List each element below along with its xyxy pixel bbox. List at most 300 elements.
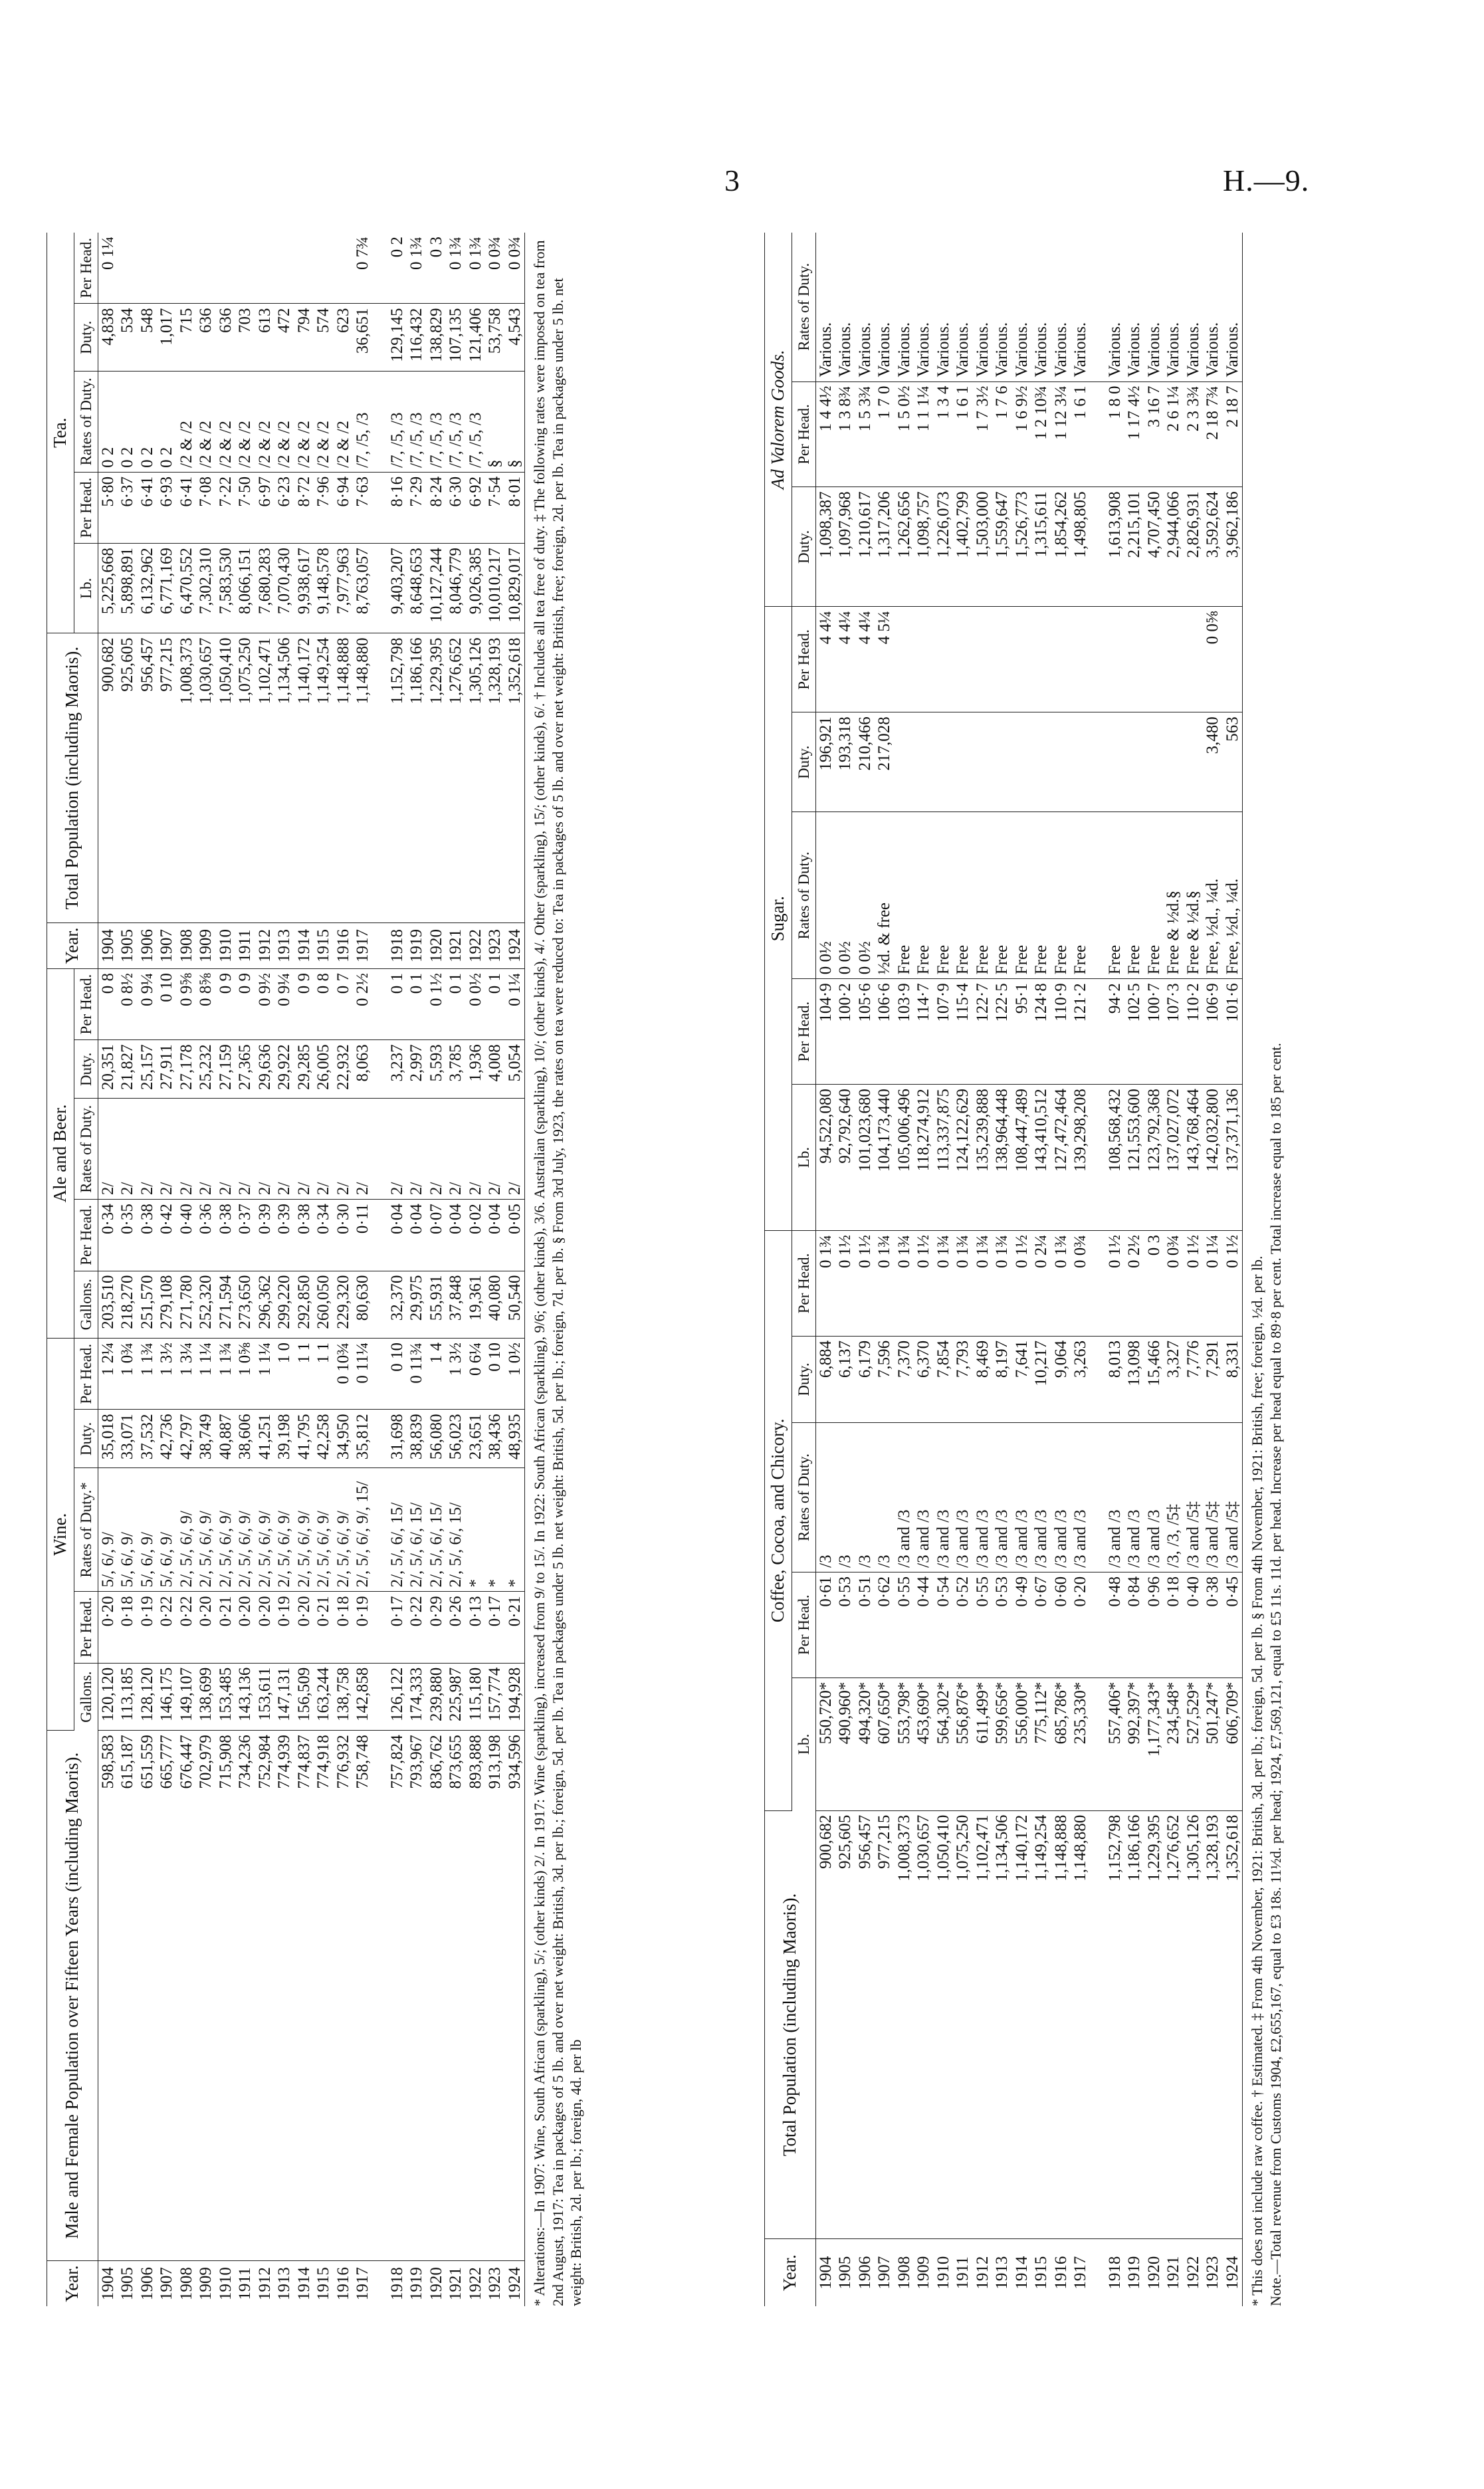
table-cell: 0·20 <box>255 1592 275 1663</box>
spacer-cell <box>1091 1810 1105 2239</box>
table-cell <box>235 233 255 304</box>
table-cell: 2/ <box>118 1099 138 1200</box>
table-cell: Free <box>895 812 914 979</box>
table-cell: 0·04 <box>446 1200 466 1271</box>
table-cell: 1,402,799 <box>953 487 973 607</box>
table-cell: 1,097,968 <box>835 487 855 607</box>
table-cell: 8·24 <box>427 472 447 543</box>
table-cell: 0·84 <box>1124 1572 1144 1677</box>
table-cell: 143,136 <box>235 1663 255 1731</box>
table-cell: 0·54 <box>934 1572 954 1677</box>
hdr-wine-perhead: Per Head. <box>74 1592 98 1663</box>
table-cell: 6,137 <box>835 1336 855 1422</box>
table-cell: 1,305,126 <box>466 633 486 923</box>
table-cell: 0 7 <box>334 968 354 1039</box>
table-cell: 2/, 5/, 6/, 9/ <box>294 1468 314 1592</box>
table-cell: 2 18 7¾ <box>1203 381 1223 487</box>
table-cell: 1922 <box>1184 2256 1202 2290</box>
table-cell: 8,331 <box>1223 1336 1243 1422</box>
table-cell: 29,285 <box>294 1040 314 1099</box>
table-cell: /3 and /5‡ <box>1223 1423 1243 1572</box>
table-cell: 0 0¾ <box>505 233 525 304</box>
table-cell: 925,605 <box>118 633 138 923</box>
table-cell: 37,848 <box>446 1271 466 1339</box>
table-cell: 27,159 <box>216 1040 236 1099</box>
table-cell: 41,251 <box>255 1410 275 1468</box>
spacer-cell <box>373 1663 387 1731</box>
table-cell: 2 3 3¾ <box>1184 381 1204 487</box>
table-cell: 774,918 <box>314 1731 334 2261</box>
table-cell: /7, /5, /3 <box>466 371 486 472</box>
table-cell: 6·93 <box>157 472 177 543</box>
table-row <box>815 233 835 2306</box>
table-cell: 0 0¾ <box>485 233 505 304</box>
table-cell: 0·21 <box>216 1592 236 1663</box>
table-cell: 0·20 <box>235 1592 255 1663</box>
table-cell: 19,361 <box>466 1271 486 1339</box>
table-cell: 174,333 <box>407 1663 427 1731</box>
table-cell: 1915 <box>314 923 334 969</box>
hdr-year: Year. <box>47 2261 98 2306</box>
table-cell: 0 0¾ <box>1071 1231 1091 1337</box>
table-cell: 0·49 <box>1012 1572 1032 1677</box>
table-cell <box>1164 607 1184 712</box>
table-cell: 0 2 <box>98 371 118 472</box>
table-cell: 651,559 <box>138 1731 158 2261</box>
table-cell: /3 and /3 <box>914 1423 934 1572</box>
table-cell: 4,707,450 <box>1144 487 1164 607</box>
table-cell: 715,908 <box>216 1731 236 2261</box>
table-row <box>353 233 373 2306</box>
table-cell: 715 <box>177 304 197 372</box>
table-cell: 2,944,066 <box>1164 487 1184 607</box>
hdr-wine-gallons: Gallons. <box>74 1663 98 1731</box>
table-cell: 0·19 <box>138 1592 158 1663</box>
spacer-cell <box>1091 1085 1105 1231</box>
table-cell: 1,229,395 <box>1144 1810 1164 2239</box>
table-cell: Free & ½d.§ <box>1184 812 1204 979</box>
table-cell: 6,771,169 <box>157 544 177 633</box>
table-cell <box>1012 712 1032 812</box>
table-row <box>1105 233 1125 2306</box>
table-cell: 0·61 <box>815 1572 835 1677</box>
table-row <box>1203 233 1223 2306</box>
table-cell: 8,046,779 <box>446 544 466 633</box>
table-cell: 6,179 <box>855 1336 875 1422</box>
table-cell: 15,466 <box>1144 1336 1164 1422</box>
table-cell: 1908 <box>177 2267 195 2301</box>
table-cell: 2/, 5/, 6/, 9/ <box>216 1468 236 1592</box>
table-cell: 106·9 <box>1203 979 1223 1085</box>
table-cell: 0·13 <box>466 1592 486 1663</box>
hdr2-sugar-lb: Lb. <box>792 1085 815 1231</box>
spacer-cell <box>1091 812 1105 979</box>
table-cell: 29,636 <box>255 1040 275 1099</box>
table-cell: 229,320 <box>334 1271 354 1339</box>
hdr2-sugar-duty: Duty. <box>792 712 815 812</box>
table-cell: /3 and /3 <box>895 1423 914 1572</box>
table-cell: 1 3¼ <box>177 1339 197 1410</box>
table-cell: 1907 <box>875 2256 894 2290</box>
table-cell: 94,522,080 <box>815 1085 835 1231</box>
table-cell: 0·96 <box>1144 1572 1164 1677</box>
table-cell: 20,351 <box>98 1040 118 1099</box>
table-cell: 107,135 <box>446 304 466 372</box>
table-cell: 1905 <box>118 923 138 969</box>
table-cell: Free <box>1105 812 1125 979</box>
table-row <box>1124 233 1144 2306</box>
table-cell: 1 6 1 <box>953 381 973 487</box>
table-cell: 27,911 <box>157 1040 177 1099</box>
table-cell: 0 1¾ <box>815 1231 835 1337</box>
table-cell: 6·92 <box>466 472 486 543</box>
table-cell: 1913 <box>275 2267 294 2301</box>
hdr-ale-perhead2: Per Head. <box>74 968 98 1039</box>
hdr2-sugar-rates: Rates of Duty. <box>792 812 815 979</box>
spacer-cell <box>373 1339 387 1410</box>
table-cell: 1,008,373 <box>895 1810 914 2239</box>
table-cell: 105·6 <box>855 979 875 1085</box>
table-cell: 1912 <box>255 923 275 969</box>
table-cell: 793,967 <box>407 1731 427 2261</box>
table-cell: 598,583 <box>98 1731 118 2261</box>
table-cell <box>1223 607 1243 712</box>
table-cell: 1914 <box>294 923 314 969</box>
hdr2-coffee-perhead: Per Head. <box>792 1572 815 1677</box>
table-cell: 0·18 <box>118 1592 138 1663</box>
table-cell: 1 17 4½ <box>1124 381 1144 487</box>
table-cell: 33,071 <box>118 1410 138 1468</box>
table-cell <box>973 712 993 812</box>
table-cell: 103·9 <box>895 979 914 1085</box>
table-cell: 9,148,578 <box>314 544 334 633</box>
table-cell: 0·52 <box>953 1572 973 1677</box>
table-cell: 1 1 <box>294 1339 314 1410</box>
table-cell: 1 8 0 <box>1105 381 1125 487</box>
hdr-tea-lb: Lb. <box>74 544 98 633</box>
table-cell: 1 1¾ <box>138 1339 158 1410</box>
table-cell: 3,237 <box>387 1040 407 1099</box>
table-cell <box>157 233 177 304</box>
table-cell: 1 2 10¾ <box>1031 381 1051 487</box>
table-cell <box>992 607 1012 712</box>
table-cell: 138,829 <box>427 304 447 372</box>
table-cell: 0·02 <box>466 1200 486 1271</box>
table-cell: 1923 <box>1204 2256 1222 2290</box>
table-cell: 1917 <box>353 923 373 969</box>
table-cell: 21,827 <box>118 1040 138 1099</box>
table-cell: /7, /5, /3 <box>446 371 466 472</box>
table-cell: 2/ <box>157 1099 177 1200</box>
table-cell: 5,593 <box>427 1040 447 1099</box>
table-cell: 101·6 <box>1223 979 1243 1085</box>
table-cell: /7, /5, /3 <box>407 371 427 472</box>
table-cell: 1,328,193 <box>1203 1810 1223 2239</box>
table-cell: 1909 <box>197 2267 215 2301</box>
table-cell: 4 5¼ <box>875 607 895 712</box>
table-cell: Various. <box>1184 233 1204 381</box>
table-cell: 9,938,617 <box>294 544 314 633</box>
table-cell: 40,887 <box>216 1410 236 1468</box>
table-cell: 1918 <box>387 2267 406 2301</box>
table-cell: 1,229,395 <box>427 633 447 923</box>
hdr-tea: Tea. <box>47 233 74 633</box>
hdr-wine: Wine. <box>47 1339 74 1731</box>
table-cell: 138,699 <box>196 1663 216 1731</box>
table-cell: 7,291 <box>1203 1336 1223 1422</box>
table-cell: /3 and /3 <box>1124 1423 1144 1572</box>
table-cell: 7,793 <box>953 1336 973 1422</box>
table-cell: Various. <box>1012 233 1032 381</box>
table-cell: 0 1¾ <box>934 1231 954 1337</box>
table-cell: 0 0½ <box>815 812 835 979</box>
table-cell: 7,596 <box>875 1336 895 1422</box>
table-cell: 128,120 <box>138 1663 158 1731</box>
table-cell: 8·01 <box>505 472 525 543</box>
table-cell: 1913 <box>274 923 294 969</box>
table-cell: 1912 <box>973 2256 992 2290</box>
table-cell: 0·30 <box>334 1200 354 1271</box>
spacer-cell <box>1091 1231 1105 1337</box>
hdr-total-pop: Total Population (including Maoris). <box>47 633 98 923</box>
table-cell: 0 9½ <box>255 968 275 1039</box>
table-cell: Various. <box>992 233 1012 381</box>
table-cell: 1,017 <box>157 304 177 372</box>
table-cell: 607,650* <box>875 1677 895 1810</box>
table-cell: § <box>505 371 525 472</box>
table-cell: 1 0 <box>274 1339 294 1410</box>
table-cell: 0·19 <box>353 1592 373 1663</box>
table-cell <box>953 607 973 712</box>
table-cell: 100·2 <box>835 979 855 1085</box>
table-cell: 1 3½ <box>157 1339 177 1410</box>
table-cell <box>992 712 1012 812</box>
table-cell: 0 6¼ <box>466 1339 486 1410</box>
table-cell: 252,320 <box>196 1271 216 1339</box>
table-cell: 7·50 <box>235 472 255 543</box>
hdr2-coffee-rates: Rates of Duty. <box>792 1423 815 1572</box>
table-cell <box>973 607 993 712</box>
table-cell: 615,187 <box>118 1731 138 2261</box>
table-cell: 1921 <box>1164 2256 1183 2290</box>
table-cell: 775,112* <box>1031 1677 1051 1810</box>
table-row <box>875 233 895 2306</box>
hdr-ale-gallons: Gallons. <box>74 1271 98 1339</box>
table-cell: 1,140,172 <box>1012 1810 1032 2239</box>
table-cell: /2 & /2 <box>334 371 354 472</box>
table-cell: 0·35 <box>118 1200 138 1271</box>
table-cell <box>953 712 973 812</box>
table-cell: Free <box>914 812 934 979</box>
table-cell: 273,650 <box>235 1271 255 1339</box>
table-cell: 2/, 5/, 6/, 15/ <box>387 1468 407 1592</box>
hdr-ale: Ale and Beer. <box>47 968 74 1338</box>
table-cell: Free <box>1144 812 1164 979</box>
table-cell <box>1071 712 1091 812</box>
table-row <box>387 233 407 2306</box>
table-cell: 0·55 <box>973 1572 993 1677</box>
table-cell: 124,122,629 <box>953 1085 973 1231</box>
table-cell: Various. <box>855 233 875 381</box>
table-cell: 0 1½ <box>1105 1231 1125 1337</box>
table-cell: 0·04 <box>485 1200 505 1271</box>
table-cell: 10,010,217 <box>485 544 505 633</box>
table-cell: 1 12 3¼ <box>1051 381 1071 487</box>
table-row <box>177 233 197 2306</box>
table-cell: 1,134,506 <box>992 1810 1012 2239</box>
table-cell: 4,543 <box>505 304 525 372</box>
table-cell: 1919 <box>1125 2256 1144 2290</box>
table-cell: 1,186,166 <box>407 633 427 923</box>
table-cell: 0·20 <box>294 1592 314 1663</box>
table-cell: /3 and /3 <box>973 1423 993 1572</box>
table-cell: 0·22 <box>177 1592 197 1663</box>
table-cell: 1,305,126 <box>1184 1810 1204 2239</box>
table-cell: 2/, 5/, 6/, 9/ <box>314 1468 334 1592</box>
table-cell: 102·5 <box>1124 979 1144 1085</box>
table-cell: Free <box>934 812 954 979</box>
table-cell: 1906 <box>138 2267 156 2301</box>
table-cell <box>1031 607 1051 712</box>
table-cell: 143,768,464 <box>1184 1085 1204 1231</box>
table-cell <box>1105 712 1125 812</box>
table-cell: 556,000* <box>1012 1677 1032 1810</box>
table-row <box>446 233 466 2306</box>
table-cell: 0·62 <box>875 1572 895 1677</box>
table-cell: 1,148,880 <box>353 633 373 923</box>
table-cell <box>895 712 914 812</box>
table-cell: Free, ½d., ¼d. <box>1203 812 1223 979</box>
table-cell: 2/, 5/, 6/, 9/ <box>334 1468 354 1592</box>
table-cell <box>1184 712 1204 812</box>
table-cell: 126,122 <box>387 1663 407 1731</box>
table-cell: 0·21 <box>505 1592 525 1663</box>
spacer-cell <box>1091 1677 1105 1810</box>
table-cell: 34,950 <box>334 1410 354 1468</box>
table-cell: 2,215,101 <box>1124 487 1144 607</box>
table-cell: 115·4 <box>953 979 973 1085</box>
table-cell: 1914 <box>294 2267 313 2301</box>
table-cell: 0 1¾ <box>953 1231 973 1337</box>
table-cell: 118,274,912 <box>914 1085 934 1231</box>
table-cell: Free <box>1071 812 1091 979</box>
table-cell: Various. <box>953 233 973 381</box>
table-cell: 5,898,891 <box>118 544 138 633</box>
table-cell: 1,152,798 <box>1105 1810 1125 2239</box>
table-cell: 5·80 <box>98 472 118 543</box>
table-cell: 7·54 <box>485 472 505 543</box>
table-cell: 1923 <box>485 923 505 969</box>
table-cell: 1,498,805 <box>1071 487 1091 607</box>
table-cell: 2/, 5/, 6/, 15/ <box>407 1468 427 1592</box>
table-cell: 0 2 <box>118 371 138 472</box>
table-cell <box>914 712 934 812</box>
table-cell: /7, /5, /3 <box>353 371 373 472</box>
table-cell: 548 <box>138 304 158 372</box>
table-cell: Free <box>1051 812 1071 979</box>
table-cell: 553,798* <box>895 1677 914 1810</box>
table-cell: 271,594 <box>216 1271 236 1339</box>
table-cell: 1922 <box>466 923 486 969</box>
table-cell: 120,120 <box>98 1663 118 1731</box>
table-cell: 2/, 5/, 6/, 9/ <box>274 1468 294 1592</box>
table-cell: 104,173,440 <box>875 1085 895 1231</box>
table-cell: 2/, 5/, 6/, 15/ <box>446 1468 466 1592</box>
table-cell: 1,050,410 <box>934 1810 954 2239</box>
table-cell: 636 <box>216 304 236 372</box>
table-row <box>407 233 427 2306</box>
table-cell: 1,317,206 <box>875 487 895 607</box>
table-cell: 7,776 <box>1184 1336 1204 1422</box>
table-cell: 0 10 <box>485 1339 505 1410</box>
table-cell <box>934 712 954 812</box>
table-cell: 2/ <box>274 1099 294 1200</box>
table-cell: 0 0¾ <box>1164 1231 1184 1337</box>
hdr-tea-duty: Duty. <box>74 304 98 372</box>
table-cell: 2/ <box>138 1099 158 1200</box>
table-cell: 472 <box>274 304 294 372</box>
table-cell: 5/, 6/, 9/ <box>118 1468 138 1592</box>
table-cell: 7,977,963 <box>334 544 354 633</box>
table-cell: 113,185 <box>118 1663 138 1731</box>
table-cell: 494,320* <box>855 1677 875 1810</box>
table-cell: 0 1½ <box>1184 1231 1204 1337</box>
table-cell: 2,997 <box>407 1040 427 1099</box>
table-cell: 774,837 <box>294 1731 314 2261</box>
table-cell: 1915 <box>1032 2256 1051 2290</box>
table-cell: 1915 <box>314 2267 333 2301</box>
table-cell: 0·38 <box>294 1200 314 1271</box>
table-cell: 1922 <box>466 2267 484 2301</box>
table-cell: 0 1¾ <box>895 1231 914 1337</box>
table-row <box>953 233 973 2306</box>
table-cell: 734,236 <box>235 1731 255 2261</box>
table-cell: 0 1½ <box>427 968 447 1039</box>
table-cell: 0·44 <box>914 1572 934 1677</box>
table-cell: 1 4 <box>427 1339 447 1410</box>
table-cell: 92,792,640 <box>835 1085 855 1231</box>
table-cell: 8,469 <box>973 1336 993 1422</box>
table-row <box>895 233 914 2306</box>
table-cell: Free <box>1012 812 1032 979</box>
spacer-cell <box>373 923 387 969</box>
table-cell: 0 8 <box>314 968 334 1039</box>
table-cell: /2 & /2 <box>294 371 314 472</box>
table-cell: Various. <box>835 233 855 381</box>
table-cell: 5,225,668 <box>98 544 118 633</box>
table-cell: 1911 <box>954 2256 972 2290</box>
table-cell: 1919 <box>407 923 427 969</box>
table-cell: 3,785 <box>446 1040 466 1099</box>
table-cell: 0 1¾ <box>407 233 427 304</box>
table-cell: 776,932 <box>334 1731 354 2261</box>
table-cell: 1,210,617 <box>855 487 875 607</box>
table-cell: 271,780 <box>177 1271 197 1339</box>
table-cell: /7, /5, /3 <box>427 371 447 472</box>
table-cell: 0·34 <box>98 1200 118 1271</box>
table-cell: /2 & /2 <box>274 371 294 472</box>
table-cell: 1920 <box>1144 2256 1163 2290</box>
table-cell: 992,397* <box>1124 1677 1144 1810</box>
table-cell: 56,080 <box>427 1410 447 1468</box>
table-cell: /2 & /2 <box>314 371 334 472</box>
table-cell: /3 <box>855 1423 875 1572</box>
spacer-cell <box>1091 712 1105 812</box>
table-cell: 2,826,931 <box>1184 487 1204 607</box>
table-row <box>196 233 216 2306</box>
table-cell: 0·29 <box>427 1592 447 1663</box>
table-cell: 7·29 <box>407 472 427 543</box>
